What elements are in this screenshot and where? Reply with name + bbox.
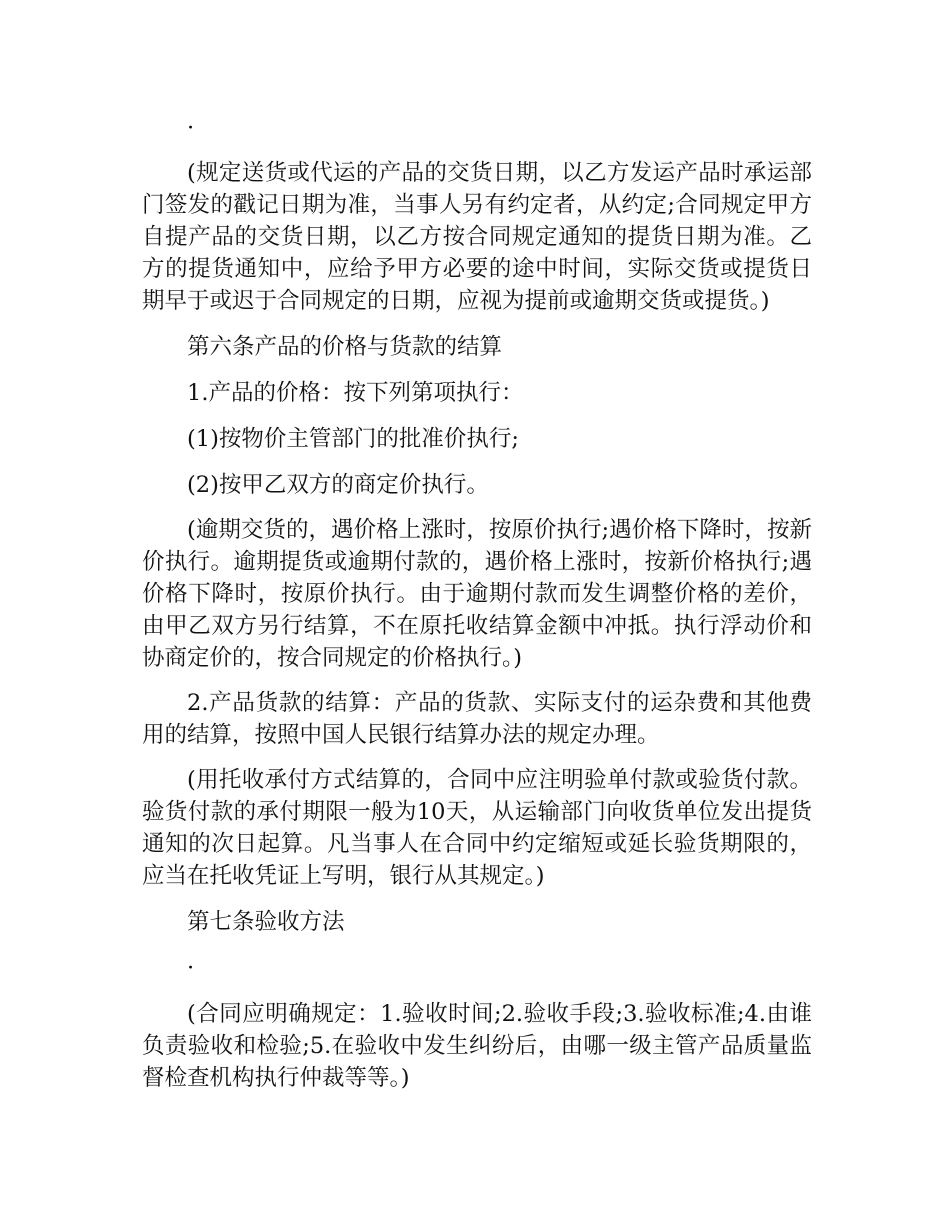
bullet-dot-2: · [187, 955, 195, 981]
price-option-2: (2)按甲乙双方的商定价执行。 [187, 472, 489, 498]
article-6-heading: 第六条产品的价格与货款的结算 [187, 334, 503, 360]
document-page [142, 112, 812, 1094]
delivery-date-note: (规定送货或代运的产品的交货日期，以乙方发运产品时承运部门签发的戳记日期为准，当事人另有约定者，从约定;合同规定甲方自提产品的交货日期，以乙方按合同规定通知的提货日期为准。乙方的提货通知中，应给予甲方必要的途中时间，实际交货或提货日期早于或迟于合同规定的日期，应视为提前或逾期交货或提货。) [142, 160, 812, 314]
price-adjustment-note: (逾期交货的，遇价格上涨时，按原价执行;遇价格下降时，按新价执行。逾期提货或逾期付款的，遇价格上涨时，按新价格执行;遇价格下降时，按原价执行。由于逾期付款而发生调整价格的差价，由甲乙双方另行结算，不在原托收结算金额中冲抵。执行浮动价和协商定价的，按合同规定的价格执行。) [142, 517, 812, 671]
bullet-dot: · [187, 115, 195, 141]
article-7-heading: 第七条验收方法 [187, 909, 345, 935]
acceptance-method-note: (合同应明确规定：1.验收时间;2.验收手段;3.验收标准;4.由谁负责验收和检验;5.在验收中发生纠纷后，由哪一级主管产品质量监督检查机构执行仲裁等等。) [142, 1001, 812, 1091]
price-clause: 1.产品的价格：按下列第项执行： [187, 380, 524, 406]
payment-settlement-clause: 2.产品货款的结算：产品的货款、实际支付的运杂费和其他费用的结算，按照中国人民银行结算办法的规定办理。 [142, 690, 812, 748]
collection-acceptance-note: (用托收承付方式结算的，合同中应注明验单付款或验货付款。验货付款的承付期限一般为10天，从运输部门向收货单位发出提货通知的次日起算。凡当事人在合同中约定缩短或延长验货期限的，应当在托收凭证上写明，银行从其规定。) [142, 767, 812, 889]
price-option-1: (1)按物价主管部门的批准价执行; [187, 426, 519, 452]
